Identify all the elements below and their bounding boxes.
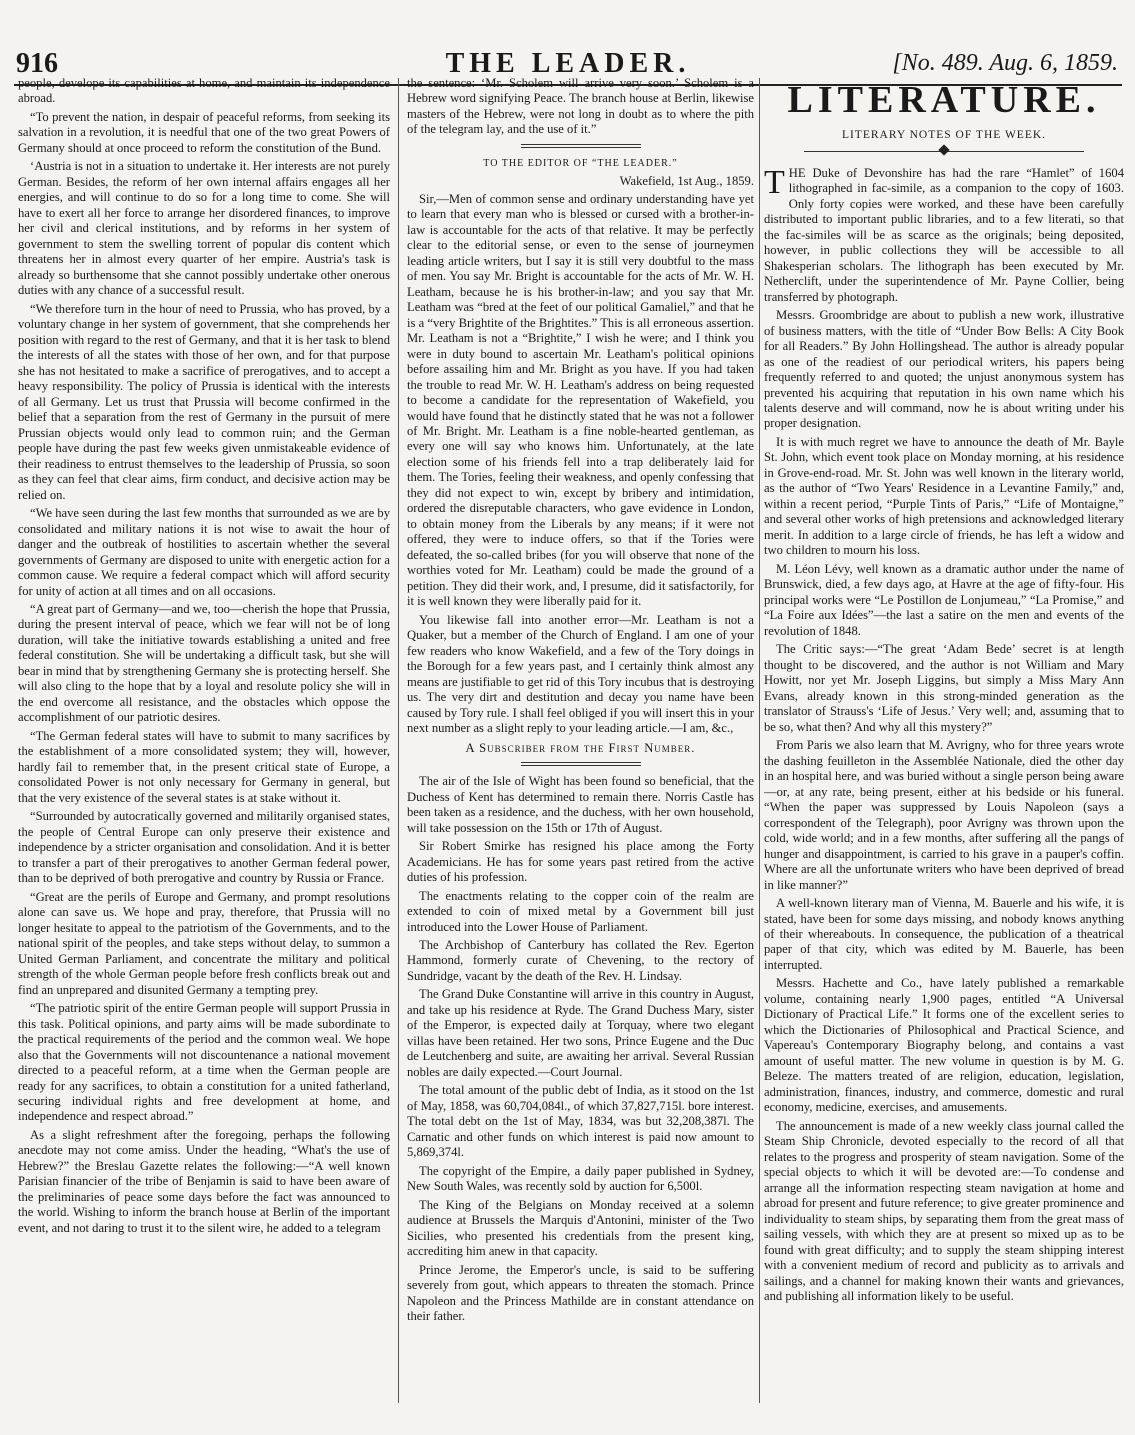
- col1-paragraph: “Surrounded by autocratically governed and militarily organised states, the people of Central Europe can only preserve their existence and independence by a stricter organisation and consolidation. And it is better to transfer a part of their prerogatives to another German federal power, than to be deprived of both prerogative and country by Russia or France.: [18, 809, 390, 886]
- news-paragraph: The copyright of the Empire, a daily paper published in Sydney, New South Wales, was recently sold by auction for 6,500l.: [407, 1163, 754, 1194]
- col1-paragraph: “We therefore turn in the hour of need to Prussia, who has proved, by a voluntary change in her system of government, that she comprehends her position with regard to the rest of Germany, and that it is her task to blend the interests of all the states with those of her own, and for that purpose she has not hesitated to make a sacrifice of prerogatives, and to accept a heavy responsibility. The policy of Prussia is identical with the interests of all Germany. Let us trust that Prussia will become confirmed in the belief that a separation from the rest of Germany in the pursuit of mere Prussian objects would only lead to common ruin; and the German people have during the past few weeks given unmistakeable evidence of their readiness to entrust themselves to the leadership of Prussia, so soon as they can feel that clear aims, firm conduct, and decisive action may be relied on.: [18, 301, 390, 502]
- col1-paragraph: “The patriotic spirit of the entire German people will support Prussia in this task. Political opinions, and party aims will be made subordinate to the practical requirements of the period and the common weal. We hope also that the Governments will not discountenance a national movement directed to a peaceful reform, at a time when the German people are ready for any sacrifices, to obtain a constitution for a united fatherland, securing individual rights and free development at home, and independence and respect abroad.”: [18, 1001, 390, 1124]
- letter-signature: A Subscriber from the First Number.: [465, 740, 696, 755]
- news-paragraph: The Grand Duke Constantine will arrive in this country in August, and take up his residence at Ryde. The Grand Duchess Mary, sister of the Emperor, is expected daily at Torquay, where two elegant villas have been retained. Her two sons, Prince Eugene and the Duc de Leutchenberg and suite, are awaiting her arrival. Several Russian nobles are daily expected.—Court Journal.: [407, 987, 754, 1079]
- column-2: [407, 76, 754, 1406]
- lit-paragraph: The Critic says:—“The great ‘Adam Bede’ secret is at length thought to be discovered, and the author is not William and Mary Howitt, nor yet Mr. Joseph Liggins, but simply a Miss Mary Ann Evans, already known in this strong-minded generation as the translator of Strauss's ‘Life of Jesus.’ Very well; and, assuming that to be so, what then? And why all this mystery?”: [764, 642, 1124, 734]
- separator-rule: [521, 760, 641, 768]
- col1-paragraph: “Great are the perils of Europe and Germany, and prompt resolutions alone can save us. We hope and pray, therefore, that Prussia will no longer hesitate to appeal to the patriotism of the Governments, and to the national spirit of the peoples, and take steps without delay, to summon a United German Parliament, and concentrate the military and political strength of the whole German people before fresh conflicts break out and find an unprepared and disunited Germany a tempting prey.: [18, 889, 390, 997]
- ornament-rule: [804, 144, 1084, 158]
- col2-intro: the sentence: ‘Mr. Scholem will arrive very soon.’ Scholem is a Hebrew word signifying Peace. The branch house at Berlin, likewise masters of the Hebrew, were not long in doubt as to where the pith of the telegram lay, and the use of it.”: [407, 76, 754, 137]
- col1-paragraph: “To prevent the nation, in despair of peaceful reforms, from seeking its salvation in a revolution, it is needful that one of the two great Powers of Germany should at once proceed to reform the constitution of the Bund.: [18, 109, 390, 155]
- news-paragraph: Sir Robert Smirke has resigned his place among the Forty Academicians. He has for some years past retired from the active duties of his profession.: [407, 839, 754, 885]
- column-divider-1: [398, 78, 399, 1403]
- column-3: [764, 76, 1124, 1406]
- column-divider-2: [759, 78, 760, 1403]
- drop-cap: T: [764, 163, 785, 201]
- lit-paragraph: Messrs. Hachette and Co., have lately published a remarkable volume, containing nearly 1,900 pages, entitled “A Universal Dictionary of Practical Life.” It forms one of the excellent series to which the Dictionaries of Philosophical and Practical Science, and Vapereau's Contemporary Biography belong, and contains a vast amount of useful matter. The new volume in question is by M. G. Beleze. The matters treated of are religion, education, legislation, administration, finances, industry, and commerce, domestic and rural economy, medicine, exercises, and amusements.: [764, 976, 1124, 1115]
- letter-paragraph: Sir,—Men of common sense and ordinary understanding have yet to learn that every man who is blessed or cursed with a brother-in-law is accountable for the acts of that relative. It may be perfectly clear to the editorial sense, or even to the sense of journeymen leading article writers, but I say it is still very doubtful to the mass of men. You say Mr. Bright is accountable for the acts of Mr. W. H. Leatham, because he is his brother-in-law; and you say that Mr. Leatham was “bred at the feet of our political Gamaliel,” and that he is a “very Brightite of the Brightites.” This is all erroneous assertion. Mr. Leatham is not a “Brightite,” I wish he were; and I think you were in duty bound to ascertain Mr. Leatham's political opinions before assailing him and Mr. Bright as you have. If you had taken the trouble to read Mr. W. H. Leatham's address on being requested to become a candidate for the representation of Wakefield, you would have found that he distinctly stated that he was not a follower of Mr. Bright. Mr. Leatham is a fine noble-hearted gentleman, as every one will say who knows him. Unfortunately, at the late election some of his friends fell into a trap deliberately laid for them. The Tories, feeling their weakness, and openly confessing that they did not expect to win, except by bribery and intimidation, ordered the disreputable characters, who gave evidence in London, to obtain money from the Liberals by any means; if it were not offered, they were to induce offers, so that if the Tories were defeated, the so-called bribes (for you will observe that none of the worthies voted for Mr. Leatham) could be made the ground of a petition. They did their work, and, I presume, did it satisfactorily, for it is well known they were liberally paid for it.: [407, 191, 754, 609]
- letter-heading: TO THE EDITOR OF “THE LEADER.”: [483, 157, 678, 169]
- letter-dateline: Wakefield, 1st Aug., 1859.: [619, 174, 754, 189]
- section-subheading: LITERARY NOTES OF THE WEEK.: [841, 128, 1047, 141]
- diamond-ornament-icon: [938, 144, 949, 155]
- separator-rule: [521, 142, 641, 150]
- lit-first-paragraph: [764, 163, 1124, 305]
- lit-paragraph: A well-known literary man of Vienna, M. Bauerle and his wife, it is stated, have been for some days missing, and nobody knows anything of their whereabouts. In consequence, the publication of a theatrical paper of that city, which was edited by M. Bauerle, has been interrupted.: [764, 896, 1124, 972]
- col1-paragraph: “The German federal states will have to submit to many sacrifices by the establishment of a more consolidated system; they will, however, hardly fail to remember that, in the present critical state of Europe, a consolidated Power is not only necessary for Germany in general, but that the very existence of the several states is at stake without it.: [18, 728, 390, 805]
- issue-info: [No. 489. Aug. 6, 1859.: [892, 50, 1118, 76]
- lit-paragraph: M. Léon Lévy, well known as a dramatic author under the name of Brunswick, died, a few days ago, at Havre at the age of fifty-four. His principal works were “Le Postillon de Lonjumeau,” “La Promise,” and “La Foire aux Idées”—the last a satire on the men and events of the revolution of 1848.: [764, 561, 1124, 638]
- lit-paragraph: From Paris we also learn that M. Avrigny, who for three years wrote the dashing feuilleton in the Assemblée Nationale, died the other day in an hospital here, and was buried without a single person being aware—or, at any rate, being present, either at his bedside or his funeral. “When the paper was suppressed by Louis Napoleon (says a correspondent of the Telegraph), poor Avrigny was thrown upon the cold, wide world; and in a few months, after suffering all the pangs of hunger and disappointment, is carried to his grave in a pauper's coffin. Where are all the unfortunate writers who have been deprived of bread in like manner?”: [764, 738, 1124, 892]
- news-paragraph: The enactments relating to the copper coin of the realm are extended to coin of mixed metal by a Government bill just introduced into the Lower House of Parliament.: [407, 888, 754, 934]
- column-1: [18, 76, 390, 1406]
- news-paragraph: The Archbishop of Canterbury has collated the Rev. Egerton Hammond, formerly curate of Chevening, to the rectory of Sundridge, vacant by the death of the Rev. H. Lindsay.: [407, 938, 754, 983]
- lit-first-text: HE Duke of Devonshire has had the rare “Hamlet” of 1604 lithographed in fac-simile, as a companion to the copy of 1603. Only forty copies were worked, and these have been carefully distributed to important public libraries, and to a few literati, so that the fac-similes will be as scarce as the originals; being deposited, however, in public collections they will be accessible to all Shakesperian scholars. The lithograph has been executed by Mr. Netherclift, under the superintendence of Mr. Payne Collier, being transferred by photograph.: [764, 165, 1124, 304]
- section-heading: LITERATURE.: [787, 79, 1101, 121]
- col1-paragraph: “A great part of Germany—and we, too—cherish the hope that Prussia, during the present interval of peace, which we fear will not be of long duration, will take the initiative towards establishing a united and free federal constitution. She will be undertaking a difficult task, but she will bear in mind that by strengthening Germany she is protecting herself. She will also cling to the hope that by a loyal and resolute policy she will in the end overcome all resistance, and the obstacles which oppose the accomplishment of our patriotic desires.: [18, 601, 390, 725]
- news-paragraph: Prince Jerome, the Emperor's uncle, is said to be suffering severely from gout, which appears to threaten the stomach. Prince Napoleon and the Princess Mathilde are in constant attendance on their father.: [407, 1262, 754, 1324]
- lit-paragraph: The announcement is made of a new weekly class journal called the Steam Ship Chronicle, devoted especially to the record of all that relates to the progress and prosperity of steam navigation. Some of the special objects to which it will be devoted are:—To condense and arrange all the information respecting steam navigation at home and abroad for present and future reference; to give greater prominence and individuality to steam ships, by separating them from the great mass of sailing vessels, with which they are at present so mixed up as to be found with great difficulty; and to supply the steam shipping interest with a convenient medium of record and publicity as to arrivals and sailings, and a channel for making known their wants and grievances, and publishing all information likely to be useful.: [764, 1118, 1124, 1304]
- page-number: 916: [16, 48, 58, 79]
- col1-paragraph: “We have seen during the last few months that surrounded as we are by consolidated and military nations it is not wise to await the hour of danger and the outbreak of hostilities to ascertain whether the several governments of Germany are disposed to unite with energetic action for a common cause. We require a federal compact which will afford security for unity of action at all times and on all occasions.: [18, 506, 390, 598]
- letter-paragraph: You likewise fall into another error—Mr. Leatham is not a Quaker, but a member of the Church of England. I am one of your few readers who know Wakefield, and a few of the Tory doings in the Borough for a few years past, and I certainly think almost any means are justifiable to get rid of this Tory incubus that is destroying us. The very dirt and destitution and decay you name have been caused by Tory rule. I shall feel obliged if you will insert this in your next number as a slight reply to your leading article.—I am, &c.,: [407, 612, 754, 736]
- lit-paragraph: Messrs. Groombridge are about to publish a new work, illustrative of business matters, with the title of “Under Bow Bells: A City Book for all Readers.” By John Hollingshead. The author is already popular as one of the readiest of our periodical writers, his papers being frequently referred to and quoted; the unjust anonymous system has prevented his acquiring that reputation in his own name which his talents deserve and will command, now he is about writing under his proper designation.: [764, 308, 1124, 431]
- publication-title: THE LEADER.: [445, 48, 691, 79]
- col1-paragraph: As a slight refreshment after the foregoing, perhaps the following anecdote may not come amiss. Under the heading, “What's the use of Hebrew?” the Breslau Gazette relates the following:—“A well known Parisian financier of the tribe of Benjamin is said to have been aware of the preliminaries of peace some days before the fact was announced to the world. Wishing to inform the branch house at Berlin of the important event, and not daring to trust it to the silent wire, he added to a telegram: [18, 1127, 390, 1235]
- col1-paragraph: ‘Austria is not in a situation to undertake it. Her interests are not purely German. Besides, the reform of her own internal affairs engages all her energies, and will continue to do so for a long time to come. She will have to exert all her force to arrange her disordered finances, to improve her civil and clerical institutions, and by reforms in her system of government to stem the swelling torrent of popular dis content which threatens her in almost every quarter of her empire. Austria's task is already so burthensome that she cannot possibly undertake other onerous duties with any chance of a successful result.: [18, 159, 390, 298]
- news-paragraph: The King of the Belgians on Monday received at a solemn audience at Brussels the Marquis d'Antonini, minister of the Two Sicilies, who presented his credentials from the present king, accrediting him anew in that capacity.: [407, 1197, 754, 1259]
- news-paragraph: The total amount of the public debt of India, as it stood on the 1st of May, 1858, was 60,704,084l., of which 37,827,715l. bore interest. The total debt on the 1st of May, 1834, was but 32,208,387l. The Carnatic and other funds on which interest is paid now amount to 5,869,374l.: [407, 1083, 754, 1160]
- col1-paragraph: people, develope its capabilities at home, and maintain its independence abroad.: [18, 76, 390, 106]
- lit-paragraph: It is with much regret we have to announce the death of Mr. Bayle St. John, which event took place on Monday morning, at his residence in Grove-end-road. Mr. St. John was well known in the literary world, as the author of “Two Years' Residence in a Levantine Family,” and, within a recent period, “Purple Tints of Paris,” “Life of Montaigne,” and several other works of high pretensions and acknowledged literary merit. In addition to a large circle of friends, he has left a widow and two children to mourn his loss.: [764, 434, 1124, 558]
- news-paragraph: The air of the Isle of Wight has been found so beneficial, that the Duchess of Kent has determined to remain there. Norris Castle has been taken as a residence, and the duchess, with her own household, will take possession on the 15th or 17th of August.: [407, 774, 754, 835]
